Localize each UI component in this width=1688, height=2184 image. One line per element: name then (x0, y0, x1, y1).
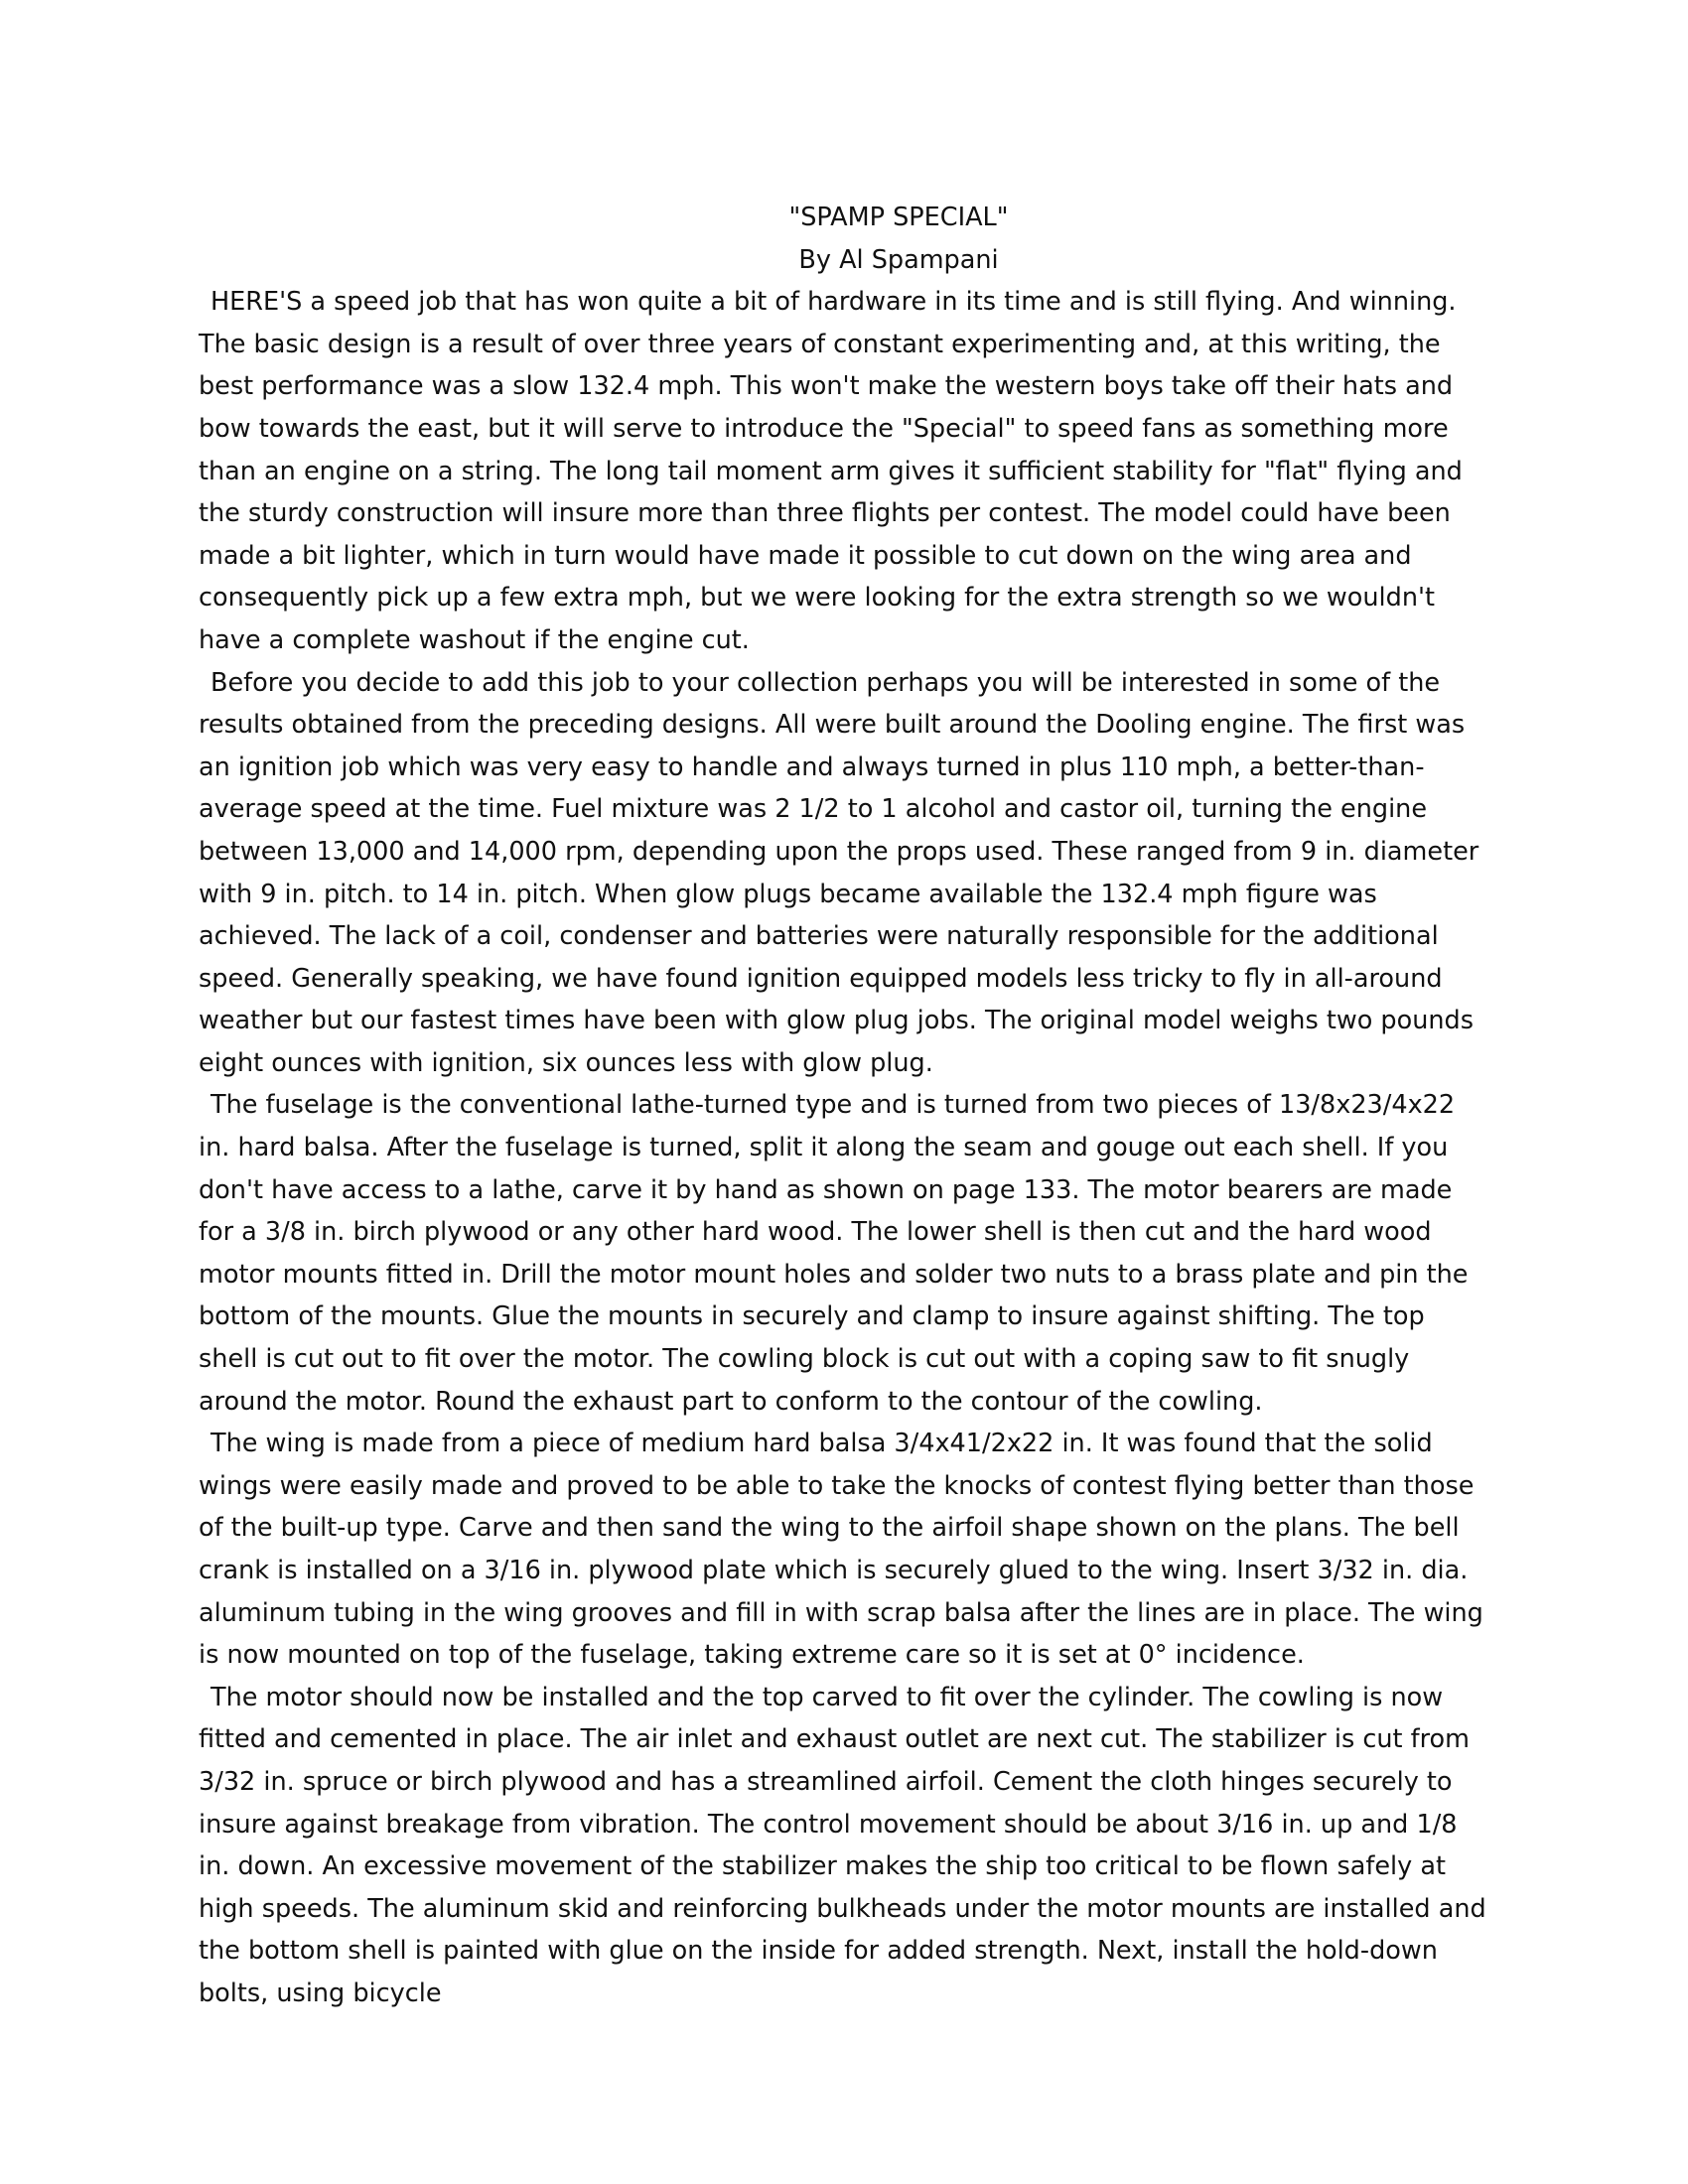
paragraph-preceding-designs: Before you decide to add this job to your collection perhaps you will be interested in some of the results obtained from the preceding designs. All were built around the Dooling engine. The first was an ignition job which was very easy to handle and always turned in plus 110 mph, a better-than-average speed at the time. Fuel mixture was 2 1/2 to 1 alcohol and castor oil, turning the engine between 13,000 and 14,000 rpm, depending upon the props used. These ranged from 9 in. diameter with 9 in. pitch. to 14 in. pitch. When glow plugs became available the 132.4 mph figure was achieved. The lack of a coil, condenser and batteries were naturally responsible for the additional speed. Generally speaking, we have found ignition equipped models less tricky to fly in all-around weather but our fastest times have been with glow plug jobs. The original model weighs two pounds eight ounces with ignition, six ounces less with glow plug. (199, 667, 1479, 1078)
document-body (199, 281, 1489, 2014)
paragraph-intro: HERE'S a speed job that has won quite a bit of hardware in its time and is still flying. And winning. The basic design is a result of over three years of constant experimenting and, at this writing, the best performance was a slow 132.4 mph. This won't make the western boys take off their hats and bow towards the east, but it will serve to introduce the "Special" to speed fans as something more than an engine on a string. The long tail moment arm gives it sufficient stability for "flat" flying and the sturdy construction will insure more than three flights per contest. The model could have been made a bit lighter, which in turn would have made it possible to cut down on the wing area and consequently pick up a few extra mph, but we were looking for the extra strength so we wouldn't have a complete washout if the engine cut. (199, 287, 1463, 655)
paragraph-fuselage: The fuselage is the conventional lathe-turned type and is turned from two pieces of 13/8x23/4x22 in. hard balsa. After the fuselage is turned, split it along the seam and gouge out each shell. If you don't have access to a lathe, carve it by hand as shown on page 133. The motor bearers are made for a 3/8 in. birch plywood or any other hard wood. The lower shell is then cut and the hard wood motor mounts fitted in. Drill the motor mount holes and solder two nuts to a brass plate and pin the bottom of the mounts. Glue the mounts in securely and clamp to insure against shifting. The top shell is cut out to fit over the motor. The cowling block is cut out with a coping saw to fit snugly around the motor. Round the exhaust part to conform to the contour of the cowling. (199, 1090, 1469, 1417)
title-block (199, 197, 1489, 281)
paragraph-motor: The motor should now be installed and the top carved to fit over the cylinder. The cowling is now fitted and cemented in place. The air inlet and exhaust outlet are next cut. The stabilizer is cut from 3/32 in. spruce or birch plywood and has a streamlined airfoil. Cement the cloth hinges securely to insure against breakage from vibration. The control movement should be about 3/16 in. up and 1/8 in. down. An excessive movement of the stabilizer makes the ship too critical to be flown safely at high speeds. The aluminum skid and reinforcing bulkheads under the motor mounts are installed and the bottom shell is painted with glue on the inside for added strength. Next, install the hold-down bolts, using bicycle (199, 1682, 1486, 2008)
document-title: "SPAMP SPECIAL" (788, 203, 1009, 232)
document-byline: By Al Spampani (798, 244, 999, 275)
paragraph-wing: The wing is made from a piece of medium hard balsa 3/4x41/2x22 in. It was found that the solid wings were easily made and proved to be able to take the knocks of contest flying better than those of the built-up type. Carve and then sand the wing to the airfoil shape shown on the plans. The bell crank is installed on a 3/16 in. plywood plate which is securely glued to the wing. Insert 3/32 in. dia. aluminum tubing in the wing grooves and fill in with scrap balsa after the lines are in place. The wing is now mounted on top of the fuselage, taking extreme care so it is set at 0° incidence. (199, 1429, 1483, 1671)
document-page (199, 197, 1489, 2015)
